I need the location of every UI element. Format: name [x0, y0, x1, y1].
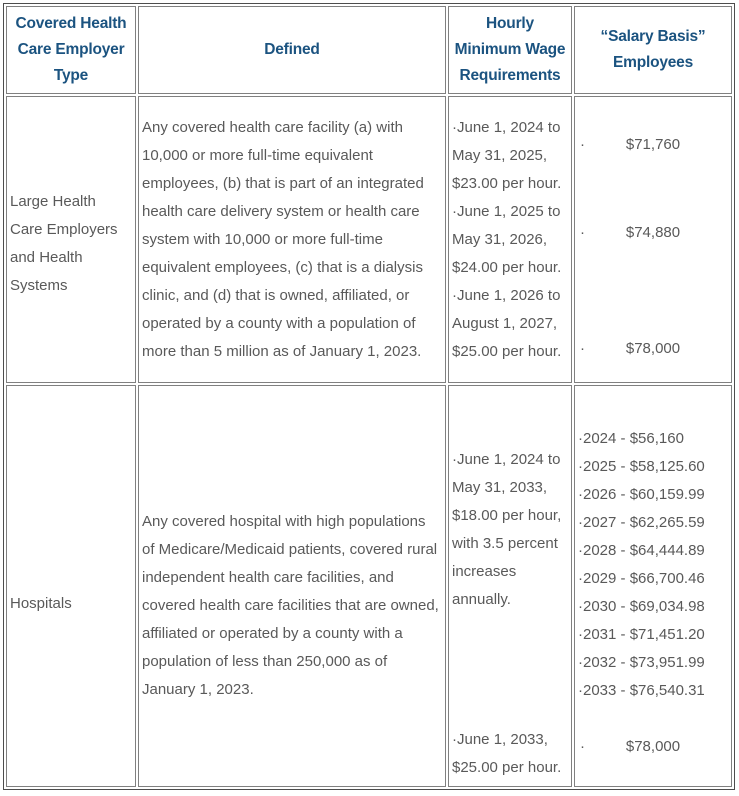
bullet-icon: ·: [580, 738, 585, 755]
salary-entry: [578, 335, 728, 363]
cell-wage-requirements: [448, 385, 572, 787]
cell-wage-requirements: [448, 96, 572, 383]
covered-employers-table: [3, 3, 735, 790]
bullet-icon: ·: [580, 223, 585, 241]
cell-employer-type: [6, 385, 136, 787]
salary-schedule-item: ·2028 - $64,444.89: [578, 542, 705, 559]
salary-schedule-item: ·2025 - $58,125.60: [578, 458, 705, 475]
header-row: [6, 6, 732, 94]
wage-period-item: ·June 1, 2024 to May 31, 2033, $18.00 per hour, with 3.5 percent increases annually.: [452, 451, 562, 608]
cell-salary-basis: [574, 385, 732, 787]
salary-amount: $71,760: [625, 135, 681, 153]
wage-period-item: ·June 1, 2025 to May 31, 2026, $24.00 per hour.: [452, 202, 562, 276]
salary-schedule-item: ·2031 - $71,451.20: [578, 626, 705, 643]
wage-period-item: ·June 1, 2026 to August 1, 2027, $25.00 per hour.: [452, 286, 562, 360]
table-row-large-employers: [6, 96, 732, 383]
salary-schedule-item: ·2024 - $56,160: [578, 430, 684, 447]
salary-entry: [578, 733, 728, 761]
column-header-wage-requirements: Hourly Minimum Wage Requirements: [448, 6, 572, 94]
salary-schedule-item: ·2032 - $73,951.99: [578, 654, 705, 671]
salary-amount: $78,000: [625, 738, 681, 755]
salary-entry: [578, 131, 728, 159]
salary-schedule-item: ·2033 - $76,540.31: [578, 682, 705, 699]
spacer: [578, 705, 728, 733]
salary-schedule-item: ·2026 - $60,159.99: [578, 486, 705, 503]
salary-amount: $74,880: [625, 223, 681, 241]
wage-period-item: ·June 1, 2024 to May 31, 2025, $23.00 per hour.: [452, 118, 562, 192]
cell-salary-basis: [574, 96, 732, 383]
bullet-icon: ·: [580, 135, 585, 153]
defined-text: Any covered hospital with high populations of Medicare/Medicaid patients, covered rural independent health care facilities, and covered health care facilities that are owned, affiliated or operated by a county with a population of less than 250,000 as of January 1, 2023.: [142, 513, 439, 698]
defined-text: Any covered health care facility (a) with 10,000 or more full-time equivalent employees, (b) that is part of an integrated health care delivery system or health care system with 10,000 or more full-time equivalent employees, (c) that is a dialysis clinic, and (d) that is owned, affiliated, or operated by a county with a population of more than 5 million as of January 1, 2023.: [142, 118, 424, 360]
salary-entry: [578, 219, 728, 247]
column-header-salary-basis: “Salary Basis” Employees: [574, 6, 732, 94]
table-row-hospitals: [6, 385, 732, 787]
employer-type-label: Large Health Care Employers and Health Systems: [10, 192, 118, 294]
column-header-employer-type: Covered Health Care Employer Type: [6, 6, 136, 94]
salary-schedule-item: ·2030 - $69,034.98: [578, 598, 705, 615]
bullet-icon: ·: [580, 339, 585, 357]
salary-schedule-item: ·2029 - $66,700.46: [578, 570, 705, 587]
cell-employer-type: [6, 96, 136, 383]
salary-amount: $78,000: [625, 339, 681, 357]
salary-schedule-item: ·2027 - $62,265.59: [578, 514, 705, 531]
cell-defined: [138, 385, 446, 787]
employer-type-label: Hospitals: [10, 595, 72, 612]
wage-period-item: ·June 1, 2033, $25.00 per hour.: [452, 731, 562, 776]
column-header-defined: Defined: [138, 6, 446, 94]
spacer: [452, 614, 568, 726]
cell-defined: [138, 96, 446, 383]
